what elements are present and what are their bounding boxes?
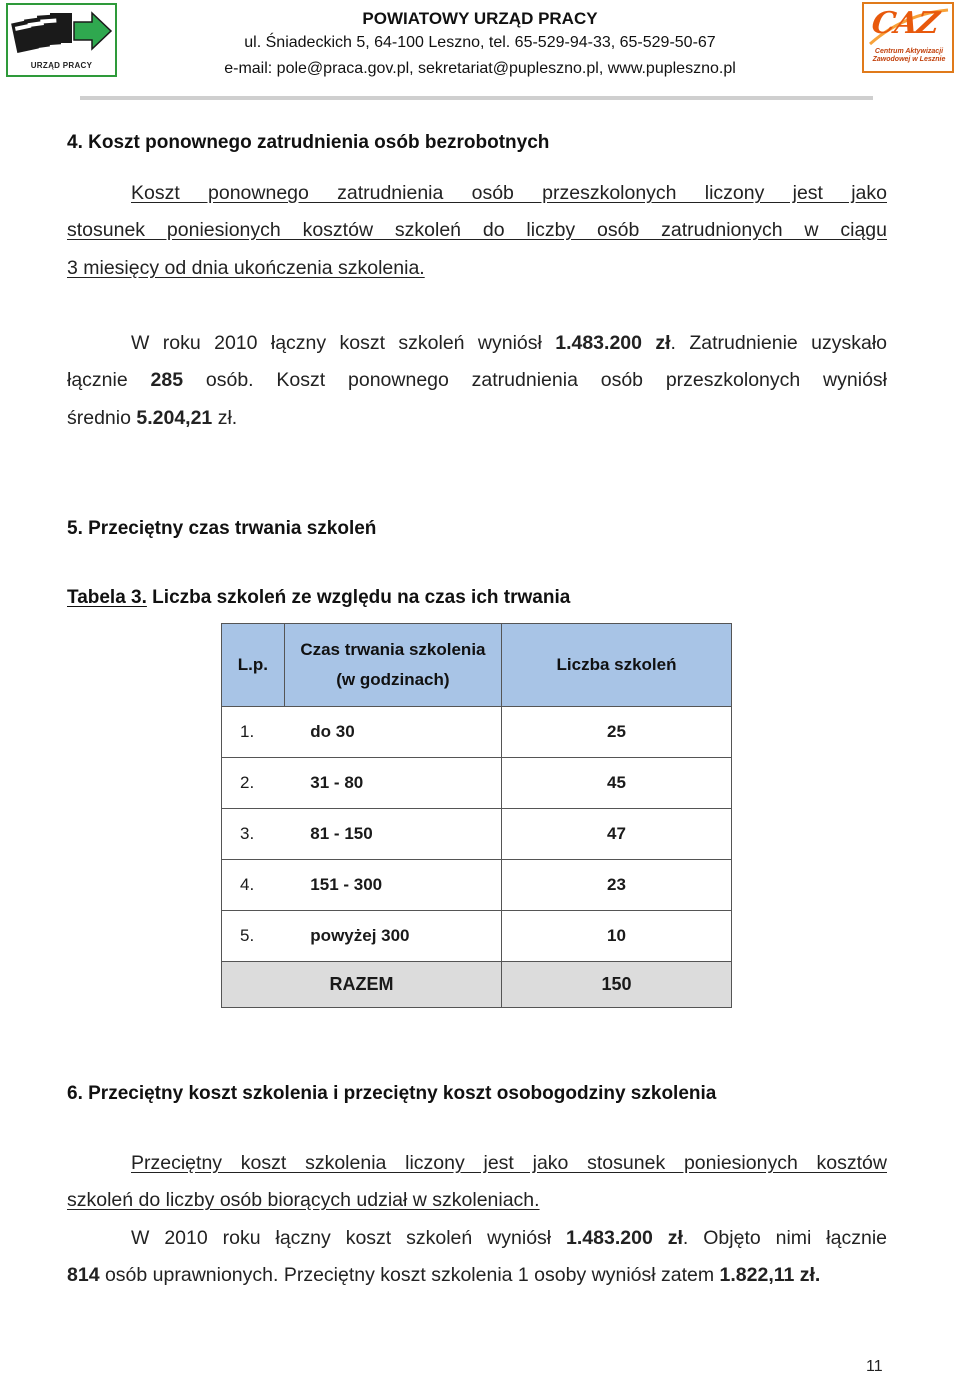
row-lp: 4. — [222, 860, 285, 911]
documents-arrow-icon — [8, 5, 115, 61]
row-duration: 151 - 300 — [284, 860, 501, 911]
section-6-paragraph-line-1 — [131, 1227, 887, 1250]
section-6-definition-line-1: Przeciętny koszt szkolenia liczony jest jako stosunek poniesionych kosztów — [131, 1152, 887, 1174]
duration-header-line-2: (w godzinach) — [336, 670, 450, 689]
caz-logo-subtitle: Centrum Aktywizacji Zawodowej w Lesznie — [872, 48, 946, 63]
row-lp: 1. — [222, 707, 285, 758]
section-4-paragraph-line-3 — [67, 407, 237, 430]
table-total-row — [222, 962, 732, 1008]
column-header-count: Liczba szkoleń — [502, 624, 732, 707]
text-span: osób. Koszt ponownego zatrudnienia osób przeszkolonych wyniósł — [183, 369, 887, 391]
caz-logo — [862, 2, 954, 73]
table-label: Tabela 3. — [67, 587, 147, 608]
table-row — [222, 911, 732, 962]
section-4-definition-line-3: 3 miesięcy od dnia ukończenia szkolenia. — [67, 257, 425, 279]
row-count: 47 — [502, 809, 732, 860]
participants-count-value: 814 — [67, 1264, 100, 1286]
text-span: W 2010 roku łączny koszt szkoleń wyniósł — [131, 1227, 567, 1249]
text-span: osób uprawnionych. Przeciętny koszt szkolenia 1 osoby wyniósł zatem — [99, 1264, 720, 1286]
table-header-row — [222, 624, 732, 707]
table-row — [222, 707, 732, 758]
column-header-duration — [284, 624, 501, 707]
text-span: . Zatrudnienie uzyskało — [670, 332, 887, 354]
average-cost-value: 5.204,21 — [136, 407, 213, 429]
table-row — [222, 860, 732, 911]
page-number: 11 — [866, 1358, 883, 1375]
text-span: średnio — [67, 407, 137, 429]
logo-text: URZĄD PRACY — [30, 61, 93, 70]
office-name: POWIATOWY URZĄD PRACY — [362, 9, 598, 28]
row-duration: 31 - 80 — [284, 758, 501, 809]
pup-logo — [6, 3, 117, 77]
training-duration-table — [221, 623, 732, 1008]
section-6-paragraph-line-2 — [67, 1264, 820, 1287]
caz-logo-text: CAZ — [869, 6, 941, 41]
office-address: ul. Śniadeckich 5, 64-100 Leszno, tel. 65-529-94-33, 65-529-50-67 — [244, 34, 716, 51]
column-header-lp: L.p. — [222, 624, 285, 707]
table-row — [222, 758, 732, 809]
row-count: 45 — [502, 758, 732, 809]
text-span: . Objęto nimi łącznie — [682, 1227, 888, 1249]
row-duration: powyżej 300 — [284, 911, 501, 962]
duration-header-line-1: Czas trwania szkolenia — [300, 640, 486, 659]
total-value: 150 — [502, 962, 732, 1008]
header-divider — [80, 96, 873, 100]
section-4-paragraph-line-1 — [131, 332, 887, 355]
row-lp: 5. — [222, 911, 285, 962]
row-count: 10 — [502, 911, 732, 962]
row-duration: 81 - 150 — [284, 809, 501, 860]
section-6-heading: 6. Przeciętny koszt szkolenia i przeciętny koszt osobogodziny szkolenia — [67, 1083, 717, 1104]
section-4-paragraph-line-2 — [67, 369, 887, 392]
row-duration: do 30 — [284, 707, 501, 758]
text-span: zł. — [212, 407, 238, 429]
section-6-definition-line-2: szkoleń do liczby osób biorących udział w szkoleniach. — [67, 1189, 540, 1211]
total-cost-value: 1.483.200 zł — [555, 332, 671, 354]
office-contact: e-mail: pole@praca.gov.pl, sekretariat@pupleszno.pl, www.pupleszno.pl — [224, 60, 736, 77]
average-cost-per-person-value: 1.822,11 zł. — [719, 1264, 821, 1286]
section-4-definition-line-2: stosunek poniesionych kosztów szkoleń do liczby osób zatrudnionych w ciągu — [67, 219, 887, 241]
text-span: W roku 2010 łączny koszt szkoleń wyniósł — [131, 332, 556, 354]
row-lp: 2. — [222, 758, 285, 809]
total-cost-value: 1.483.200 zł — [566, 1227, 683, 1249]
row-count: 23 — [502, 860, 732, 911]
text-span: łącznie — [67, 369, 151, 391]
row-lp: 3. — [222, 809, 285, 860]
employed-count-value: 285 — [150, 369, 184, 391]
total-label: RAZEM — [222, 962, 502, 1008]
table-row — [222, 809, 732, 860]
row-count: 25 — [502, 707, 732, 758]
table-caption-text: Liczba szkoleń ze względu na czas ich trwania — [146, 587, 571, 608]
section-5-heading: 5. Przeciętny czas trwania szkoleń — [67, 518, 377, 539]
section-4-heading: 4. Koszt ponownego zatrudnienia osób bezrobotnych — [67, 132, 550, 153]
section-4-definition-line-1: Koszt ponownego zatrudnienia osób przeszkolonych liczony jest jako — [131, 182, 887, 204]
table-caption — [67, 587, 570, 609]
